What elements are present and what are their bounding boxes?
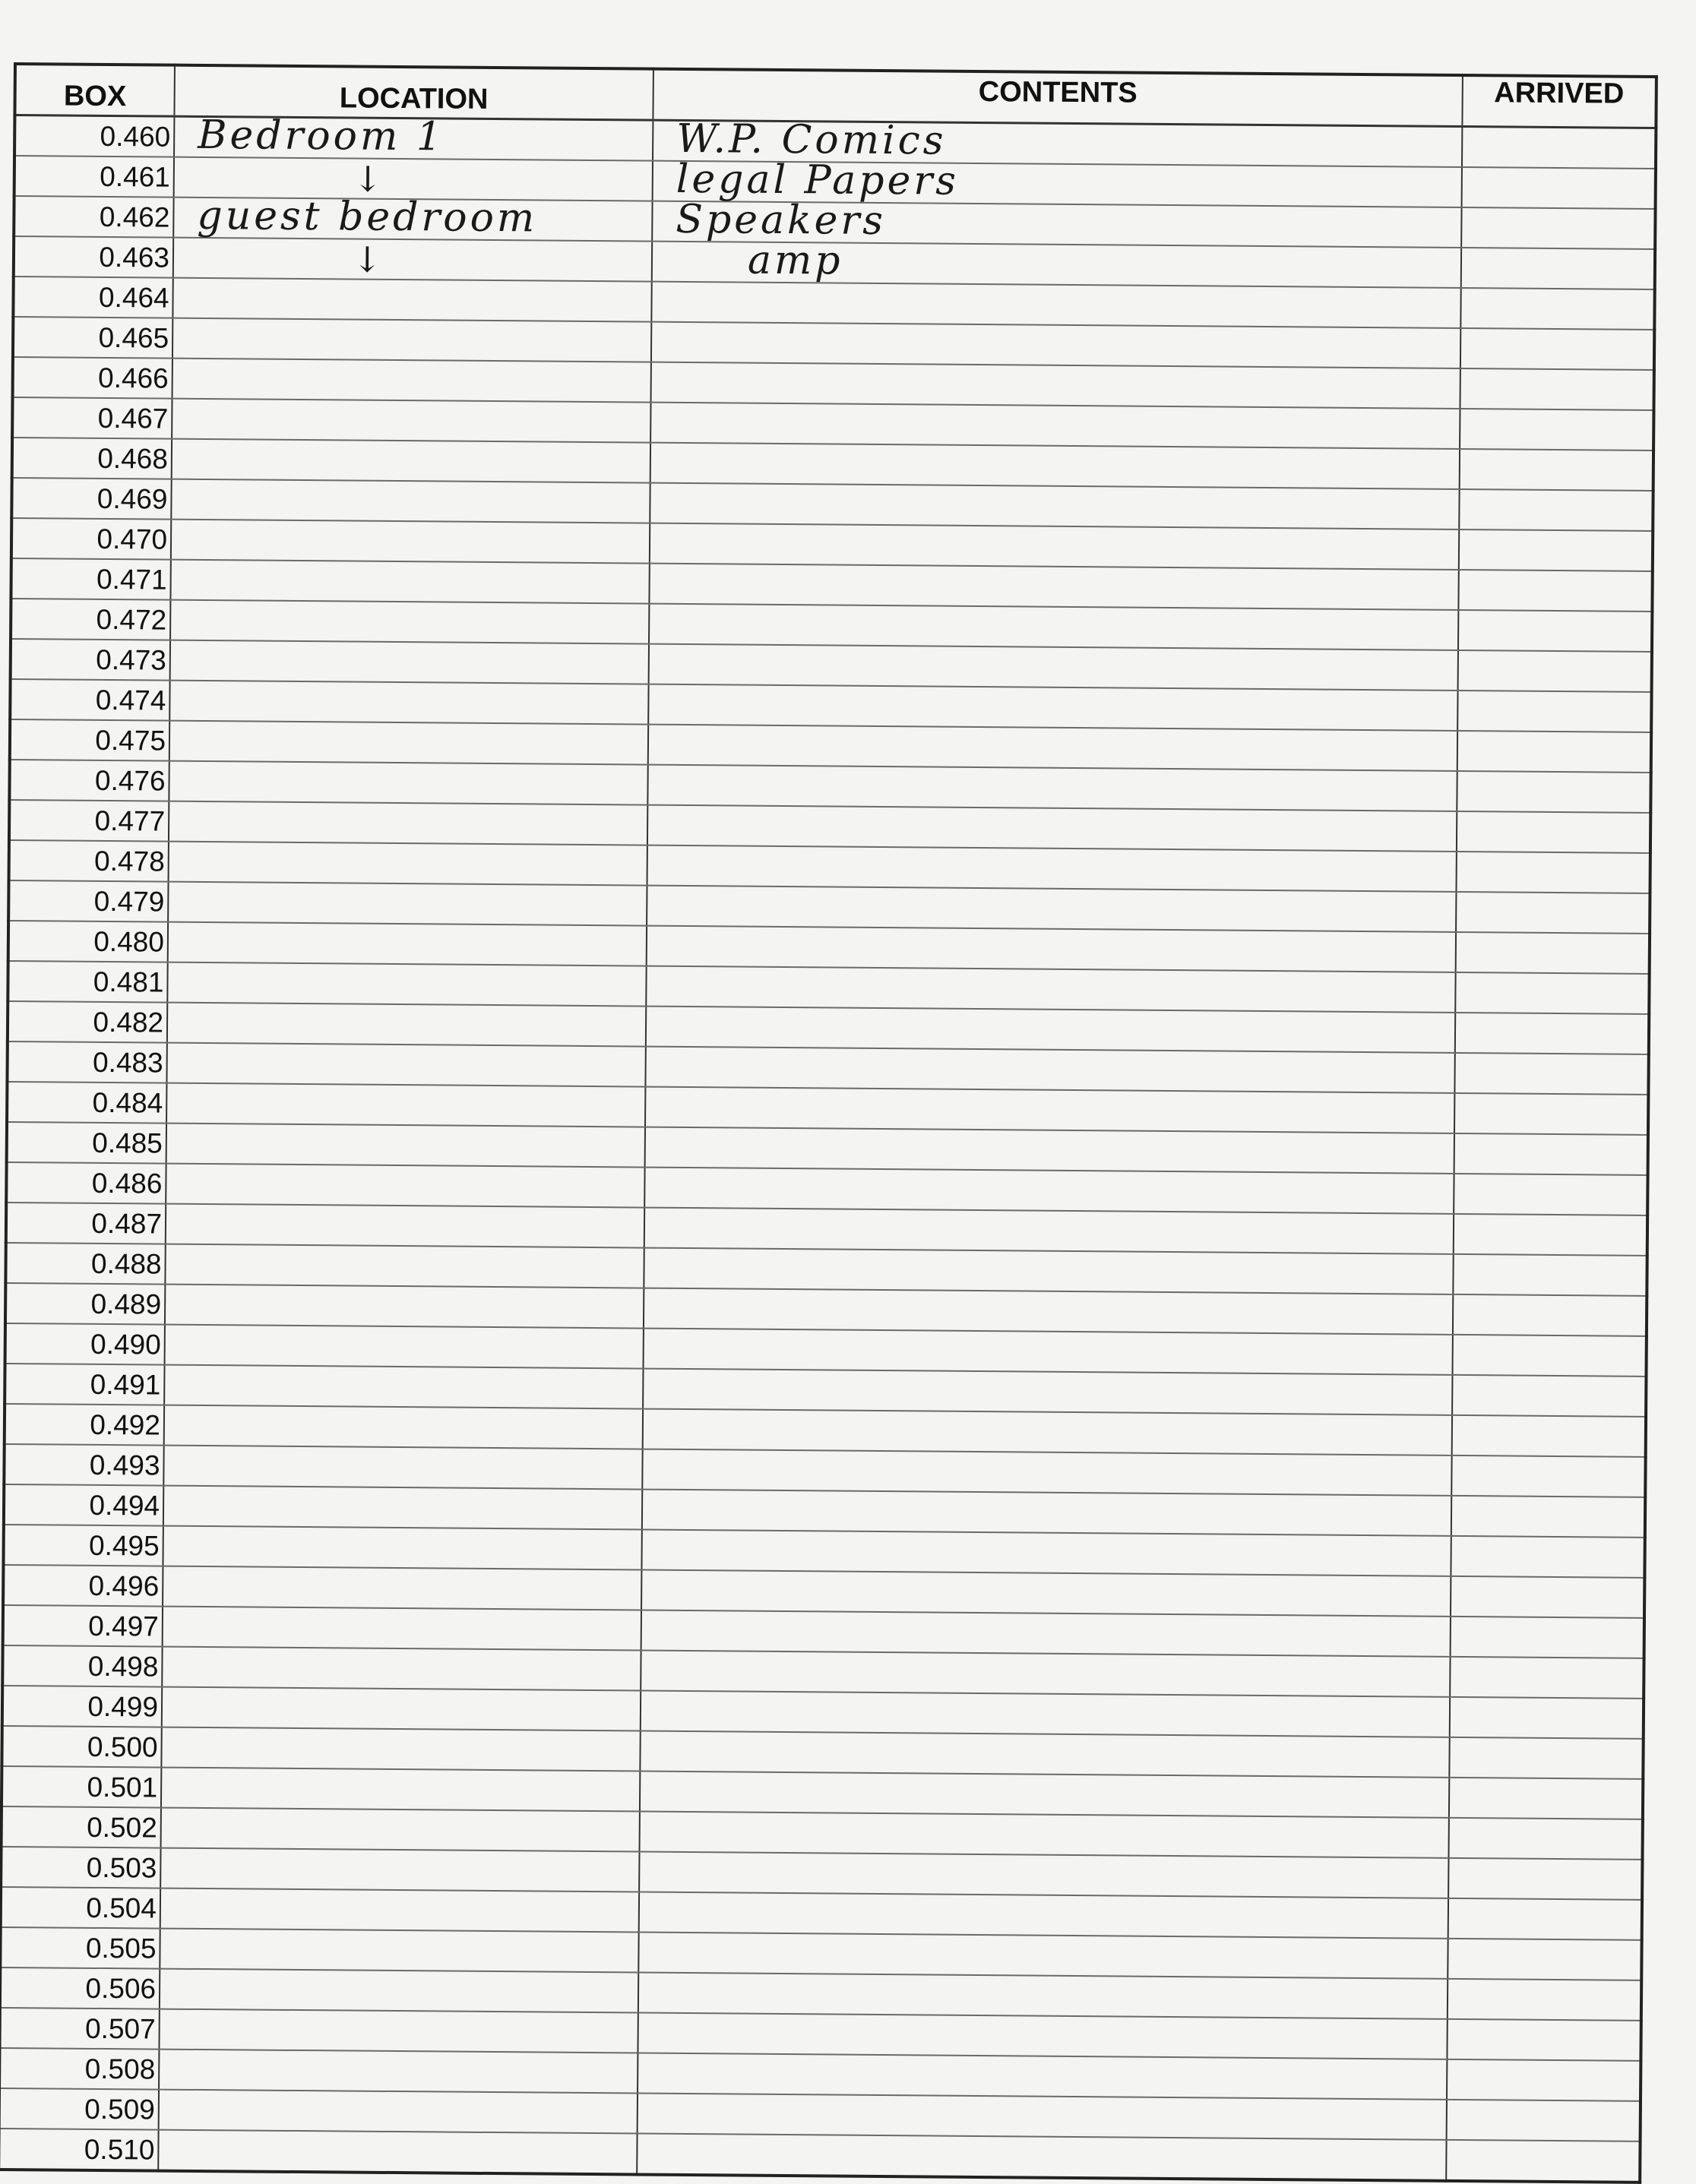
location-cell[interactable] <box>163 1566 641 1610</box>
box-number: 0.471 <box>11 558 170 600</box>
location-cell[interactable] <box>165 1325 644 1369</box>
box-number: 0.467 <box>12 397 172 439</box>
contents-cell[interactable] <box>650 483 1459 529</box>
box-number: 0.495 <box>3 1525 163 1566</box>
location-cell[interactable] <box>160 1888 639 1933</box>
handwritten-location: ↓ <box>353 158 383 200</box>
location-cell[interactable] <box>170 640 649 684</box>
location-cell[interactable] <box>173 238 652 282</box>
location-cell[interactable] <box>170 560 649 604</box>
header-location: LOCATION <box>174 65 653 120</box>
arrived-cell[interactable] <box>1459 489 1653 531</box>
table-body <box>0 112 1656 2182</box>
arrived-cell[interactable] <box>1461 248 1655 289</box>
contents-cell[interactable] <box>644 1208 1454 1254</box>
location-cell[interactable] <box>174 112 653 160</box>
box-number: 0.497 <box>3 1605 163 1647</box>
arrived-cell[interactable] <box>1461 207 1655 249</box>
contents-cell[interactable] <box>639 1892 1448 1939</box>
box-number: 0.501 <box>2 1766 161 1808</box>
box-number: 0.483 <box>7 1041 166 1083</box>
arrived-cell[interactable] <box>1447 2059 1641 2101</box>
box-number: 0.500 <box>2 1726 161 1768</box>
header-arrived: ARRIVED <box>1462 75 1656 128</box>
location-cell[interactable] <box>166 1124 645 1168</box>
contents-cell[interactable] <box>649 604 1458 650</box>
contents-cell[interactable] <box>641 1530 1451 1576</box>
contents-cell[interactable] <box>641 1610 1451 1657</box>
box-number: 0.473 <box>11 639 170 681</box>
contents-cell[interactable] <box>638 1973 1448 2019</box>
arrived-cell[interactable] <box>1452 1335 1646 1376</box>
box-number: 0.492 <box>5 1404 164 1446</box>
location-cell[interactable] <box>171 520 650 564</box>
contents-cell[interactable] <box>638 1933 1448 1979</box>
location-cell[interactable] <box>165 1244 644 1288</box>
contents-cell[interactable] <box>641 1691 1450 1737</box>
contents-cell[interactable] <box>647 926 1456 972</box>
contents-cell[interactable] <box>651 322 1460 368</box>
location-cell[interactable] <box>162 1647 641 1691</box>
arrived-cell[interactable] <box>1454 1053 1648 1095</box>
contents-cell[interactable] <box>645 1047 1454 1093</box>
arrived-cell[interactable] <box>1451 1576 1644 1618</box>
arrived-cell[interactable] <box>1457 811 1650 853</box>
location-cell[interactable] <box>164 1365 643 1409</box>
arrived-cell[interactable] <box>1454 1174 1647 1215</box>
location-cell[interactable] <box>160 1929 638 1973</box>
contents-cell[interactable] <box>640 1731 1449 1778</box>
box-number: 0.505 <box>0 1927 160 1969</box>
location-cell[interactable] <box>169 761 647 805</box>
arrived-cell[interactable] <box>1451 1536 1644 1578</box>
contents-cell[interactable] <box>638 2094 1447 2140</box>
arrived-cell[interactable] <box>1460 328 1654 370</box>
location-cell[interactable] <box>166 1164 644 1208</box>
arrived-cell[interactable] <box>1448 1979 1641 2021</box>
box-number: 0.498 <box>2 1645 162 1687</box>
handwritten-contents: legal Papers <box>676 156 960 204</box>
contents-cell[interactable] <box>644 1168 1454 1214</box>
arrived-cell[interactable] <box>1455 972 1649 1014</box>
box-number: 0.506 <box>0 1967 160 2009</box>
location-cell[interactable] <box>161 1768 640 1812</box>
location-cell[interactable] <box>169 801 647 845</box>
arrived-cell[interactable] <box>1456 892 1650 934</box>
arrived-cell[interactable] <box>1450 1697 1644 1739</box>
box-number: 0.490 <box>5 1323 165 1365</box>
arrived-cell[interactable] <box>1456 852 1650 893</box>
contents-cell[interactable] <box>650 403 1460 449</box>
contents-cell[interactable] <box>649 564 1458 610</box>
location-cell[interactable] <box>159 2009 638 2053</box>
box-number: 0.479 <box>8 880 168 922</box>
location-cell[interactable] <box>161 1727 640 1772</box>
box-number: 0.502 <box>2 1806 161 1848</box>
arrived-cell[interactable] <box>1457 691 1651 732</box>
contents-cell[interactable] <box>648 684 1457 731</box>
contents-cell[interactable] <box>640 1772 1449 1818</box>
arrived-cell[interactable] <box>1457 771 1650 813</box>
location-cell[interactable] <box>163 1607 641 1651</box>
location-cell[interactable] <box>166 1204 644 1248</box>
box-number: 0.499 <box>2 1686 162 1727</box>
location-cell[interactable] <box>159 2050 638 2094</box>
box-number: 0.496 <box>3 1565 163 1607</box>
box-number: 0.478 <box>9 840 169 882</box>
arrived-cell[interactable] <box>1451 1455 1645 1497</box>
arrived-cell[interactable] <box>1460 288 1654 330</box>
contents-cell[interactable] <box>641 1570 1451 1617</box>
contents-cell[interactable] <box>641 1651 1450 1697</box>
box-number: 0.510 <box>0 2129 159 2171</box>
contents-cell[interactable] <box>647 805 1457 852</box>
location-cell[interactable] <box>170 600 649 644</box>
contents-cell[interactable] <box>642 1449 1451 1496</box>
location-cell[interactable] <box>159 2090 638 2134</box>
arrived-cell[interactable] <box>1459 529 1653 571</box>
box-inventory-table <box>0 62 1658 2184</box>
box-number: 0.472 <box>11 599 170 640</box>
location-cell[interactable] <box>169 842 647 886</box>
location-cell[interactable] <box>172 318 651 362</box>
box-number: 0.465 <box>13 317 172 359</box>
box-number: 0.477 <box>9 800 169 842</box>
location-cell[interactable] <box>166 1043 645 1087</box>
location-cell[interactable] <box>163 1446 642 1490</box>
arrived-cell[interactable] <box>1454 1214 1647 1256</box>
box-number: 0.486 <box>6 1162 166 1204</box>
box-number: 0.470 <box>11 518 171 560</box>
arrived-cell[interactable] <box>1460 409 1653 450</box>
arrived-cell[interactable] <box>1447 2100 1641 2141</box>
box-number: 0.494 <box>4 1484 163 1526</box>
location-cell[interactable] <box>167 962 646 1007</box>
location-cell[interactable] <box>171 479 650 523</box>
arrived-cell[interactable] <box>1450 1657 1644 1699</box>
location-cell[interactable] <box>158 2130 637 2175</box>
box-number: 0.487 <box>6 1203 166 1244</box>
arrived-cell[interactable] <box>1460 368 1653 410</box>
box-number: 0.488 <box>5 1243 165 1285</box>
box-number: 0.489 <box>5 1283 165 1325</box>
box-number: 0.484 <box>7 1082 166 1124</box>
box-number: 0.507 <box>0 2008 160 2050</box>
header-box: BOX <box>14 64 175 116</box>
handwritten-location: ↓ <box>352 239 382 280</box>
location-cell[interactable] <box>162 1687 641 1731</box>
contents-cell[interactable] <box>647 765 1457 811</box>
arrived-cell[interactable] <box>1453 1254 1647 1296</box>
location-cell[interactable] <box>160 1848 639 1892</box>
location-cell[interactable] <box>173 192 652 242</box>
location-cell[interactable] <box>163 1526 641 1570</box>
box-number: 0.464 <box>13 277 172 318</box>
location-cell[interactable] <box>169 721 648 765</box>
contents-cell[interactable] <box>646 1007 1455 1053</box>
arrived-cell[interactable] <box>1454 1093 1648 1135</box>
location-cell[interactable] <box>160 1969 638 2013</box>
arrived-cell[interactable] <box>1449 1778 1643 1819</box>
contents-cell[interactable] <box>646 966 1455 1013</box>
arrived-cell[interactable] <box>1462 167 1656 209</box>
location-cell[interactable] <box>172 399 650 443</box>
box-number: 0.463 <box>14 236 173 278</box>
contents-cell[interactable] <box>652 237 1461 288</box>
box-number: 0.462 <box>14 196 173 238</box>
contents-cell[interactable] <box>642 1490 1451 1536</box>
contents-cell[interactable] <box>647 886 1456 932</box>
handwritten-location: guest bedroom <box>197 192 538 242</box>
box-number: 0.508 <box>0 2048 159 2090</box>
arrived-cell[interactable] <box>1447 2019 1641 2061</box>
contents-cell[interactable] <box>647 845 1457 892</box>
location-cell[interactable] <box>161 1808 640 1852</box>
arrived-cell[interactable] <box>1456 932 1650 974</box>
contents-cell[interactable] <box>637 2134 1446 2181</box>
location-cell[interactable] <box>172 278 651 322</box>
box-number: 0.474 <box>10 679 169 721</box>
header-contents: CONTENTS <box>653 69 1462 127</box>
arrived-cell[interactable] <box>1454 1133 1648 1175</box>
arrived-cell[interactable] <box>1446 2140 1640 2182</box>
contents-cell[interactable] <box>644 1329 1453 1375</box>
contents-cell[interactable] <box>638 2013 1447 2059</box>
arrived-cell[interactable] <box>1458 570 1652 612</box>
arrived-cell[interactable] <box>1458 610 1652 652</box>
contents-cell[interactable] <box>643 1409 1452 1455</box>
location-cell[interactable] <box>169 681 648 725</box>
location-cell[interactable] <box>166 1083 645 1127</box>
contents-cell[interactable] <box>644 1248 1453 1294</box>
contents-cell[interactable] <box>648 725 1457 771</box>
contents-cell[interactable] <box>638 2053 1447 2100</box>
handwritten-contents: W.P. Comics <box>676 115 947 164</box>
box-number: 0.509 <box>0 2088 159 2130</box>
arrived-cell[interactable] <box>1448 1818 1642 1860</box>
box-number: 0.481 <box>8 961 167 1003</box>
box-number: 0.480 <box>8 921 168 962</box>
box-number: 0.469 <box>11 478 171 520</box>
arrived-cell[interactable] <box>1452 1375 1646 1417</box>
arrived-cell[interactable] <box>1458 650 1652 692</box>
box-number: 0.466 <box>13 357 172 399</box>
contents-cell[interactable] <box>644 1288 1453 1335</box>
location-cell[interactable] <box>172 439 650 483</box>
arrived-cell[interactable] <box>1451 1496 1645 1538</box>
arrived-cell[interactable] <box>1462 126 1656 169</box>
box-number: 0.460 <box>14 115 174 157</box>
contents-cell[interactable] <box>645 1087 1454 1133</box>
contents-cell[interactable] <box>651 282 1460 328</box>
location-cell[interactable] <box>163 1486 642 1530</box>
box-number: 0.475 <box>10 719 169 761</box>
arrived-cell[interactable] <box>1455 1013 1649 1054</box>
box-number: 0.493 <box>4 1444 163 1486</box>
contents-cell[interactable] <box>643 1369 1452 1415</box>
location-cell[interactable] <box>172 359 651 403</box>
contents-cell[interactable] <box>650 443 1460 489</box>
arrived-cell[interactable] <box>1448 1898 1642 1940</box>
box-inventory-sheet <box>0 62 1655 2166</box>
arrived-cell[interactable] <box>1449 1737 1643 1779</box>
box-number: 0.503 <box>1 1847 160 1888</box>
contents-cell[interactable] <box>649 644 1458 691</box>
box-number: 0.504 <box>1 1887 160 1929</box>
location-cell[interactable] <box>165 1285 644 1329</box>
handwritten-location: Bedroom 1 <box>198 112 445 160</box>
arrived-cell[interactable] <box>1451 1617 1644 1658</box>
location-cell[interactable] <box>167 1003 646 1047</box>
location-cell[interactable] <box>168 922 647 966</box>
box-number: 0.482 <box>8 1001 167 1043</box>
handwritten-contents: amp <box>747 237 843 284</box>
box-number: 0.491 <box>5 1364 164 1405</box>
contents-cell[interactable] <box>650 523 1459 570</box>
arrived-cell[interactable] <box>1453 1294 1647 1336</box>
arrived-cell[interactable] <box>1457 731 1651 773</box>
contents-cell[interactable] <box>645 1127 1454 1174</box>
arrived-cell[interactable] <box>1460 449 1653 491</box>
location-cell[interactable] <box>168 882 647 926</box>
contents-cell[interactable] <box>651 362 1460 409</box>
arrived-cell[interactable] <box>1448 1939 1641 1980</box>
contents-cell[interactable] <box>639 1852 1448 1898</box>
arrived-cell[interactable] <box>1448 1858 1642 1900</box>
box-number: 0.461 <box>14 156 174 198</box>
location-cell[interactable] <box>164 1405 643 1449</box>
arrived-cell[interactable] <box>1452 1415 1646 1457</box>
contents-cell[interactable] <box>640 1812 1449 1858</box>
box-number: 0.485 <box>7 1122 166 1164</box>
box-number: 0.476 <box>9 760 169 801</box>
handwritten-contents: Speakers <box>676 196 887 245</box>
box-number: 0.468 <box>12 438 172 479</box>
